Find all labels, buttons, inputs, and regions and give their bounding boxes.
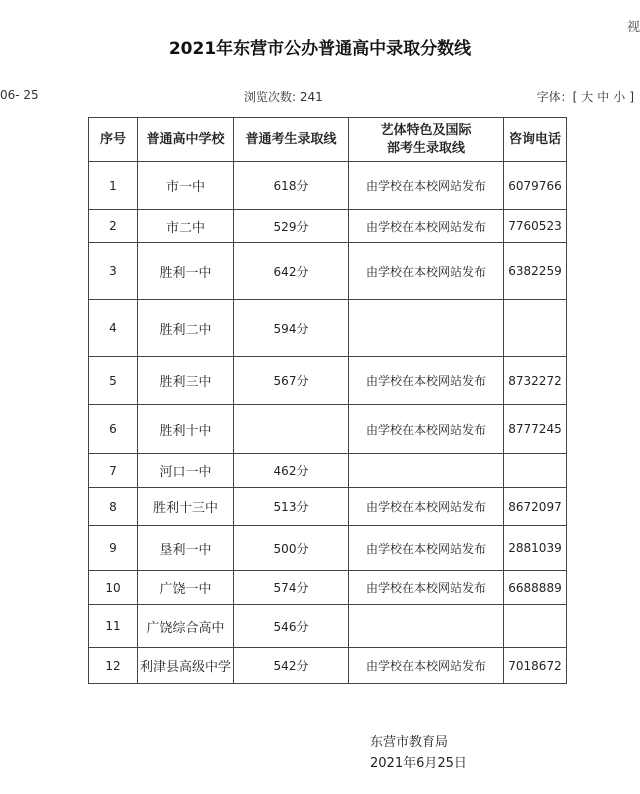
cell-school: 垦利一中 [138, 526, 234, 571]
cell-no: 5 [89, 357, 138, 405]
cell-phone: 7760523 [504, 210, 567, 243]
view-count: 浏览次数: 241 [244, 90, 323, 104]
cell-school: 胜利十三中 [138, 488, 234, 526]
cell-school: 市二中 [138, 210, 234, 243]
cell-art-score [349, 454, 504, 488]
font-size-close: ] [629, 90, 634, 104]
cell-score: 642分 [234, 243, 349, 300]
cell-no: 12 [89, 648, 138, 684]
cell-score: 567分 [234, 357, 349, 405]
table-row [89, 162, 567, 210]
header-phone: 咨询电话 [504, 118, 567, 162]
table-row [89, 300, 567, 357]
cell-phone [504, 605, 567, 648]
cell-school: 胜利一中 [138, 243, 234, 300]
cell-school: 胜利二中 [138, 300, 234, 357]
cell-school: 利津县高级中学 [138, 648, 234, 684]
header-art-score [349, 118, 504, 162]
cell-score: 462分 [234, 454, 349, 488]
table-row [89, 605, 567, 648]
cell-art-score: 由学校在本校网站发布 [349, 648, 504, 684]
header-score: 普通考生录取线 [234, 118, 349, 162]
issue-date: 2021年6月25日 [370, 756, 467, 771]
header-school: 普通高中学校 [138, 118, 234, 162]
cell-score: 529分 [234, 210, 349, 243]
font-size-label: 字体：[ [536, 90, 578, 104]
cell-score: 513分 [234, 488, 349, 526]
publish-date: 06- 25 [0, 88, 39, 102]
cell-art-score: 由学校在本校网站发布 [349, 357, 504, 405]
cell-art-score [349, 300, 504, 357]
table-row [89, 648, 567, 684]
cell-art-score: 由学校在本校网站发布 [349, 526, 504, 571]
cell-phone: 8672097 [504, 488, 567, 526]
cell-phone: 6688889 [504, 571, 567, 605]
cell-phone: 7018672 [504, 648, 567, 684]
cell-no: 1 [89, 162, 138, 210]
cell-score: 542分 [234, 648, 349, 684]
table-row [89, 488, 567, 526]
cell-no: 7 [89, 454, 138, 488]
header-no: 序号 [89, 118, 138, 162]
cell-score: 574分 [234, 571, 349, 605]
cell-score: 546分 [234, 605, 349, 648]
admission-score-table [88, 117, 567, 684]
font-large-button[interactable]: 大 [581, 90, 594, 104]
cell-school: 胜利十中 [138, 405, 234, 454]
font-small-button[interactable]: 小 [613, 90, 626, 104]
page-title: 2021年东营市公办普通高中录取分数线 [168, 39, 472, 59]
cell-score: 500分 [234, 526, 349, 571]
cell-art-score: 由学校在本校网站发布 [349, 210, 504, 243]
cell-school: 广饶一中 [138, 571, 234, 605]
cell-phone: 2881039 [504, 526, 567, 571]
cell-phone: 8732272 [504, 357, 567, 405]
cell-phone [504, 454, 567, 488]
cell-phone: 8777245 [504, 405, 567, 454]
cell-no: 8 [89, 488, 138, 526]
table-row [89, 210, 567, 243]
cell-school: 广饶综合高中 [138, 605, 234, 648]
cell-phone: 6079766 [504, 162, 567, 210]
cell-no: 4 [89, 300, 138, 357]
cell-phone [504, 300, 567, 357]
cell-no: 9 [89, 526, 138, 571]
cell-score [234, 405, 349, 454]
corner-text: 视 [626, 20, 640, 35]
table-row [89, 405, 567, 454]
table-row [89, 243, 567, 300]
header-art-score-text: 艺体特色及国际部考生录取线 [380, 122, 472, 156]
cell-no: 11 [89, 605, 138, 648]
cell-art-score: 由学校在本校网站发布 [349, 405, 504, 454]
cell-school: 胜利三中 [138, 357, 234, 405]
font-medium-button[interactable]: 中 [597, 90, 610, 104]
issuer: 东营市教育局 [370, 735, 449, 750]
table-row [89, 571, 567, 605]
cell-no: 3 [89, 243, 138, 300]
cell-art-score: 由学校在本校网站发布 [349, 243, 504, 300]
cell-score: 594分 [234, 300, 349, 357]
table-row [89, 454, 567, 488]
cell-no: 2 [89, 210, 138, 243]
table-header-row [89, 118, 567, 162]
cell-no: 10 [89, 571, 138, 605]
cell-school: 河口一中 [138, 454, 234, 488]
cell-phone: 6382259 [504, 243, 567, 300]
cell-score: 618分 [234, 162, 349, 210]
table-row [89, 357, 567, 405]
font-size-switcher [535, 88, 636, 105]
table-row [89, 526, 567, 571]
cell-art-score: 由学校在本校网站发布 [349, 488, 504, 526]
cell-art-score [349, 605, 504, 648]
cell-art-score: 由学校在本校网站发布 [349, 162, 504, 210]
cell-art-score: 由学校在本校网站发布 [349, 571, 504, 605]
cell-school: 市一中 [138, 162, 234, 210]
cell-no: 6 [89, 405, 138, 454]
